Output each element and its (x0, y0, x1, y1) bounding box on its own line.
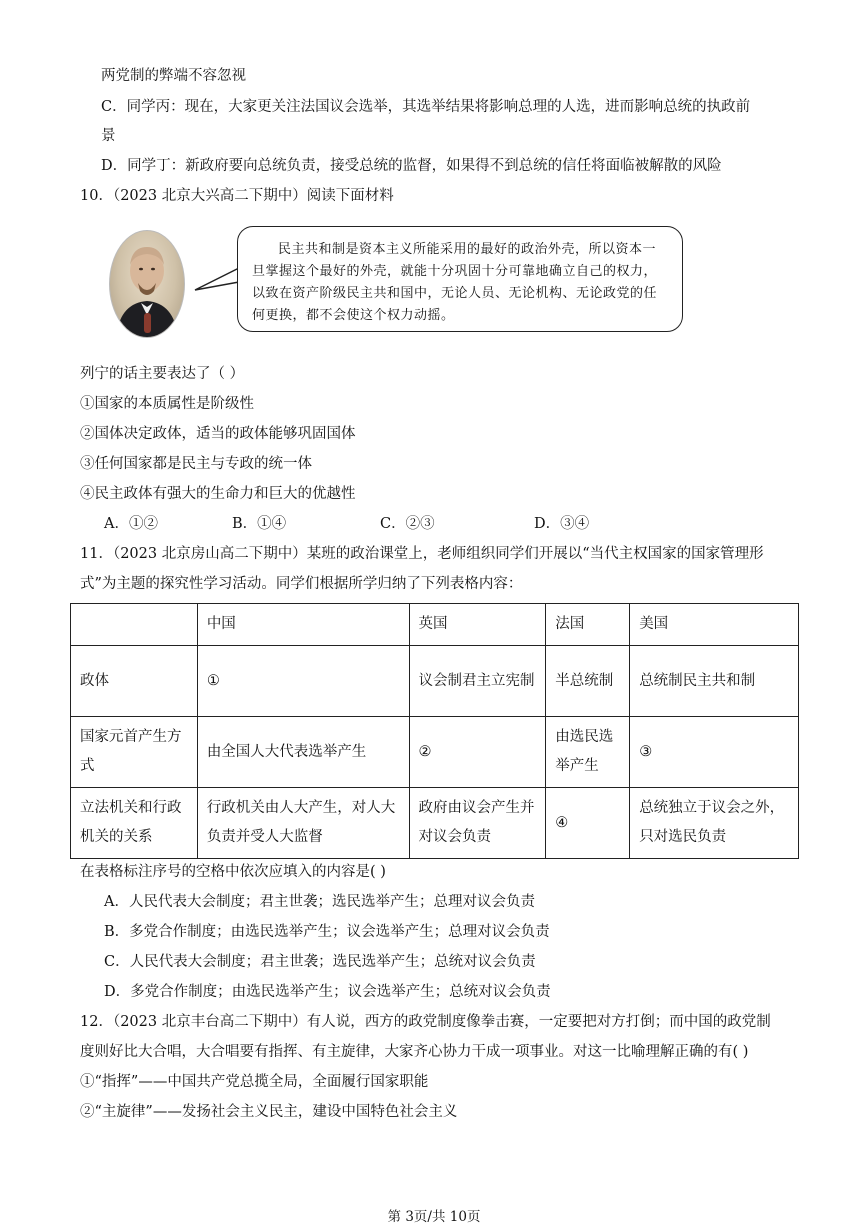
table-header-row (71, 604, 799, 646)
q12-header-line2: 度则好比大合唱，大合唱要有指挥、有主旋律，大家齐心协力干成一项事业。对这一比喻理解正确的有( ) (80, 1044, 749, 1060)
q12-item-1: ①“指挥”——中国共产党总揽全局，全面履行国家职能 (80, 1074, 429, 1090)
q10-item-3: ③任何国家都是民主与专政的统一体 (80, 456, 312, 472)
q9-option-c-cont: 景 (101, 128, 116, 144)
table-header-cell: 英国 (409, 604, 546, 646)
speech-bubble (237, 226, 683, 332)
q10-option-b: B．①④ (232, 516, 287, 532)
lenin-quote-figure (105, 224, 690, 342)
q10-item-2: ②国体决定政体，适当的政体能够巩固国体 (80, 426, 356, 442)
q10-header: 10．（2023 北京大兴高二下期中）阅读下面材料 (80, 188, 394, 204)
table-header-cell: 中国 (197, 604, 409, 646)
table-cell: ② (409, 717, 546, 788)
table-header-cell: 美国 (630, 604, 799, 646)
q11-option-d: D．多党合作制度；由选民选举产生；议会选举产生；总统对议会负责 (104, 984, 551, 1000)
q11-header-line2: 式”为主题的探究性学习活动。同学们根据所学归纳了下列表格内容： (80, 576, 523, 592)
q12-header-line1: 12．（2023 北京丰台高二下期中）有人说，西方的政党制度像拳击赛，一定要把对方打倒；而中国的政党制 (80, 1014, 771, 1030)
q9-continued-text: 两党制的弊端不容忽视 (101, 68, 246, 84)
q12-item-2: ②“主旋律”——发扬社会主义民主，建设中国特色社会主义 (80, 1104, 458, 1120)
q11-option-c: C．人民代表大会制度；君主世袭；选民选举产生；总统对议会负责 (104, 954, 536, 970)
page-number: 第 3页/共 10页 (387, 1209, 481, 1225)
table-cell: 总统独立于议会之外，只对选民负责 (630, 788, 799, 859)
table-cell: 立法机关和行政机关的关系 (71, 788, 198, 859)
comparison-table (70, 603, 799, 859)
table-header-cell: 法国 (546, 604, 630, 646)
q10-option-c: C．②③ (380, 516, 435, 532)
q9-option-c: C．同学丙：现在，大家更关注法国议会选举，其选举结果将影响总理的人选，进而影响总统的执政前 (101, 99, 751, 115)
q10-stem: 列宁的话主要表达了（ ） (80, 366, 245, 382)
q10-option-a: A．①② (104, 516, 158, 532)
table-row (71, 717, 799, 788)
table-cell: 政府由议会产生并对议会负责 (409, 788, 546, 859)
table-cell: 半总统制 (546, 646, 630, 717)
table-cell: 议会制君主立宪制 (409, 646, 546, 717)
table-cell: 总统制民主共和制 (630, 646, 799, 717)
q11-header-line1: 11．（2023 北京房山高二下期中）某班的政治课堂上，老师组织同学们开展以“当代主权国家的国家管理形 (80, 546, 764, 562)
lenin-quote-text: 民主共和制是资本主义所能采用的最好的政治外壳，所以资本一旦掌握这个最好的外壳，就能十分巩固十分可靠地确立自己的权力，以致在资产阶级民主共和国中，无论人员、无论机构、无论政党的任何更换，都不会使这个权力动摇。 (252, 242, 658, 323)
table-cell: ① (197, 646, 409, 717)
q11-option-a: A．人民代表大会制度；君主世袭；选民选举产生；总理对议会负责 (104, 894, 535, 910)
q9-option-d: D．同学丁：新政府要向总统负责，接受总统的监督，如果得不到总统的信任将面临被解散的风险 (101, 158, 722, 174)
q11-option-b: B．多党合作制度；由选民选举产生；议会选举产生；总理对议会负责 (104, 924, 550, 940)
table-cell: 由选民选举产生 (546, 717, 630, 788)
table-row (71, 646, 799, 717)
portrait-illustration (110, 231, 184, 337)
table-header-cell (71, 604, 198, 646)
q10-option-d: D．③④ (534, 516, 590, 532)
table-cell: 国家元首产生方式 (71, 717, 198, 788)
table-cell: ③ (630, 717, 799, 788)
speech-bubble-tail (193, 264, 243, 294)
q10-item-1: ①国家的本质属性是阶级性 (80, 396, 254, 412)
lenin-portrait (109, 230, 185, 338)
table-cell: 行政机关由人大产生，对人大负责并受人大监督 (197, 788, 409, 859)
table-cell: ④ (546, 788, 630, 859)
q10-item-4: ④民主政体有强大的生命力和巨大的优越性 (80, 486, 356, 502)
table-cell: 政体 (71, 646, 198, 717)
table-cell: 由全国人大代表选举产生 (197, 717, 409, 788)
q11-stem: 在表格标注序号的空格中依次应填入的内容是( ) (80, 864, 386, 880)
table-row (71, 788, 799, 859)
